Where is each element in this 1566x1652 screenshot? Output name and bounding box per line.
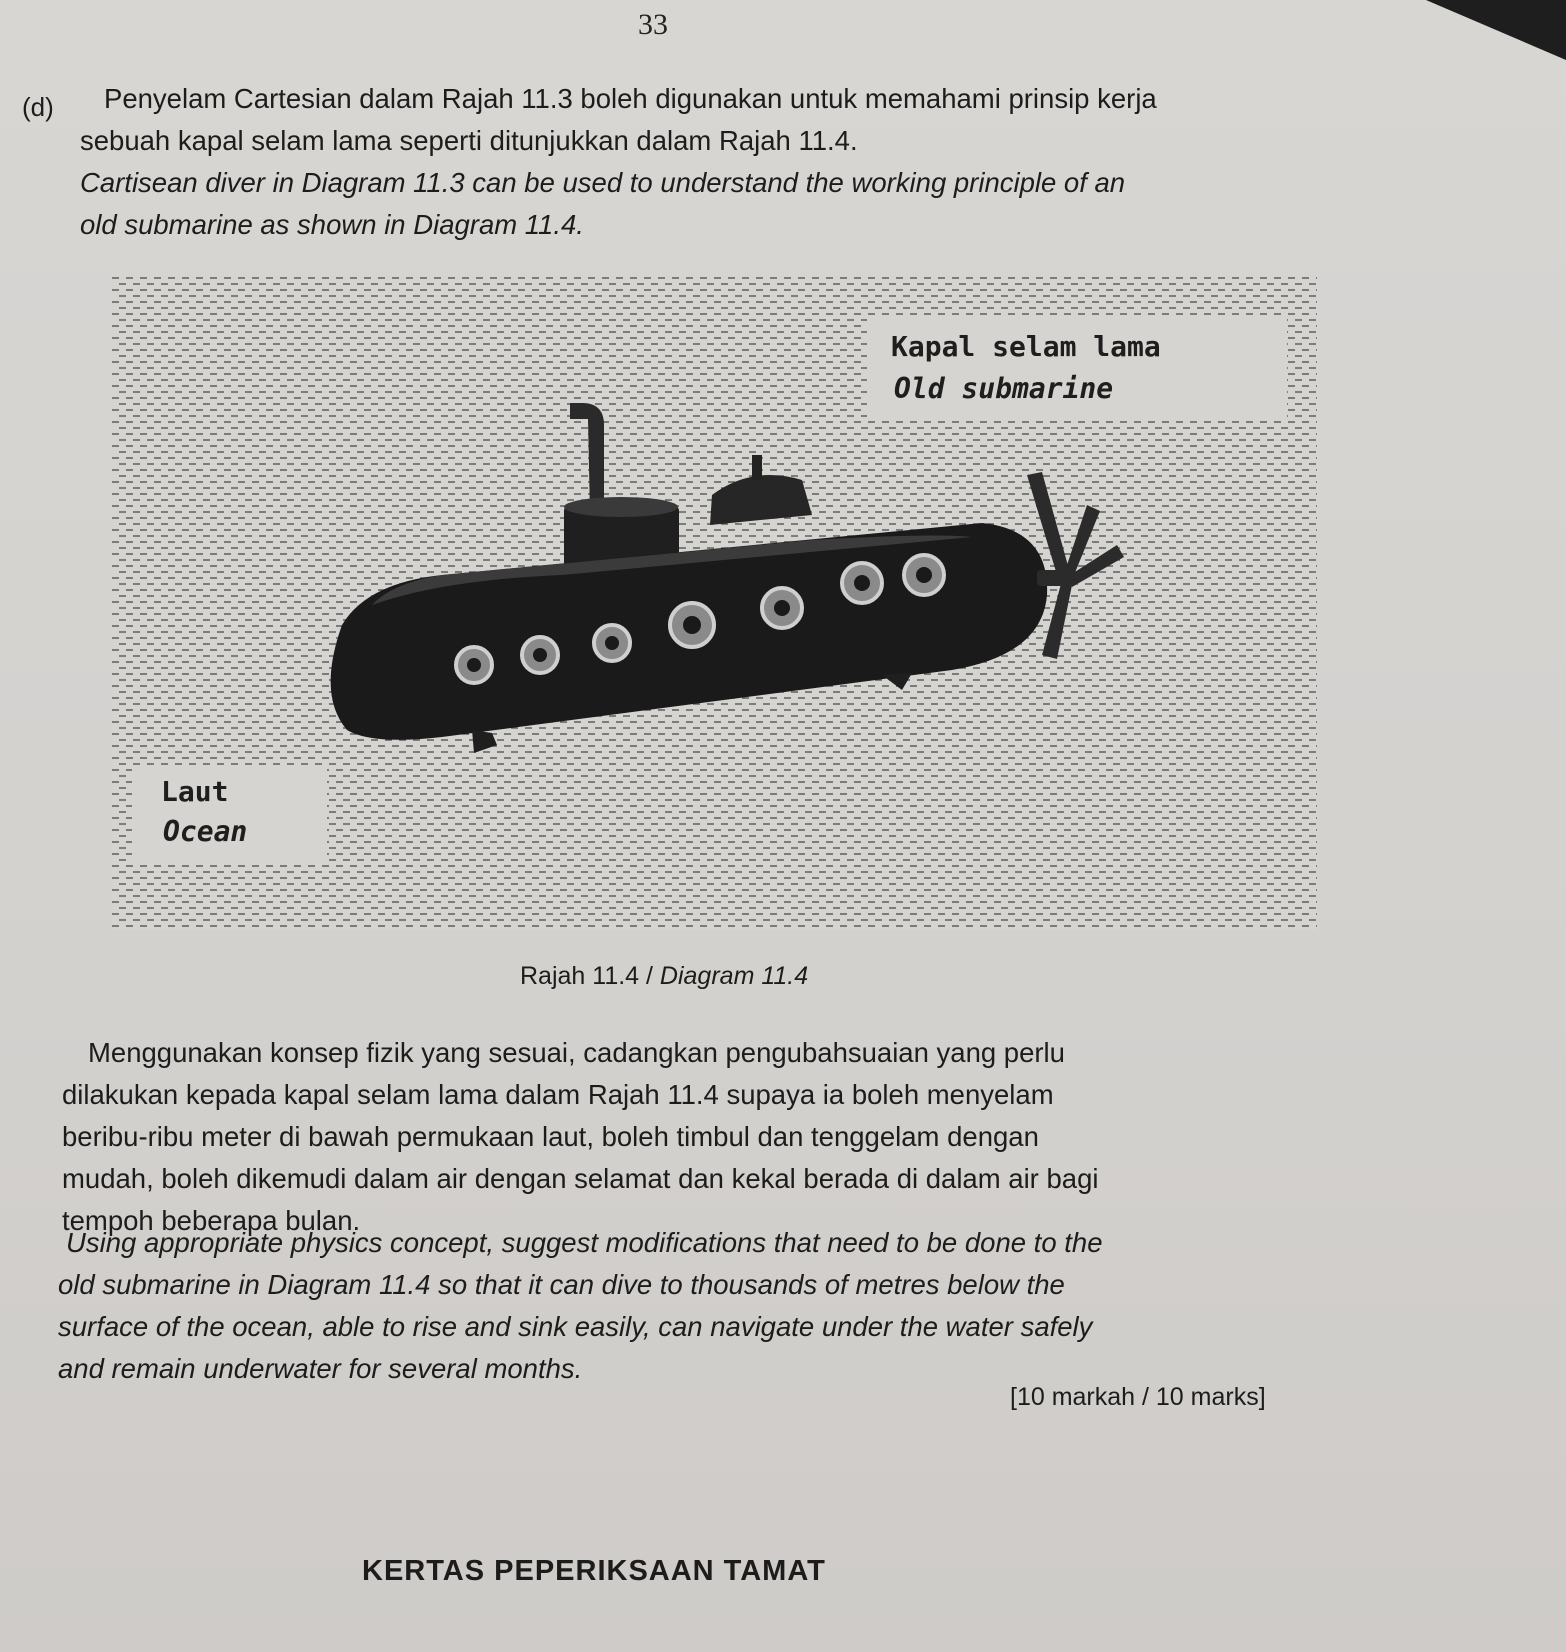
question-english-line: old submarine in Diagram 11.4 so that it can dive to thousands of metres below the [58,1269,1065,1300]
label-submarine-english: Old submarine [890,372,1117,405]
intro-english [80,162,1125,246]
intro-malay-line: Penyelam Cartesian dalam Rajah 11.3 boleh digunakan untuk memahami prinsip kerja [104,83,1157,114]
question-malay-line: Menggunakan konsep fizik yang sesuai, cadangkan pengubahsuaian yang perlu [88,1037,1065,1068]
end-of-paper-text: KERTAS PEPERIKSAAN TAMAT [362,1555,826,1587]
submarine-illustration [112,275,1317,930]
question-english-line: Using appropriate physics concept, suggest modifications that need to be done to the [66,1227,1103,1258]
intro-english-line: old submarine as shown in Diagram 11.4. [80,209,584,240]
label-submarine-malay: Kapal selam lama [887,330,1165,363]
marks-allocation: [10 markah / 10 marks] [1010,1383,1266,1411]
question-malay [62,1032,1098,1242]
question-english-line: and remain underwater for several months. [58,1353,583,1384]
label-ocean-malay: Laut [157,775,232,808]
intro-english-line: Cartisean diver in Diagram 11.3 can be used to understand the working principle of an [80,167,1126,198]
question-malay-line: mudah, boleh dikemudi dalam air dengan selamat dan kekal berada di dalam air bagi [62,1163,1099,1194]
question-english [58,1222,1103,1390]
question-malay-line: tempoh beberapa bulan. [62,1205,361,1236]
caption-malay: Rajah 11.4 / [520,962,653,990]
page-number: 33 [638,8,668,41]
intro-malay-line: sebuah kapal selam lama seperti ditunjukkan dalam Rajah 11.4. [80,125,858,156]
caption-english: Diagram 11.4 [659,962,809,990]
question-malay-line: beribu-ribu meter di bawah permukaan laut, boleh timbul dan tenggelam dengan [62,1121,1039,1152]
diagram-11-4 [112,275,1317,930]
page-shadow-corner [1426,0,1566,60]
figure-caption [520,962,808,991]
question-english-line: surface of the ocean, able to rise and sink easily, can navigate under the water safely [58,1311,1093,1342]
question-malay-line: dilakukan kepada kapal selam lama dalam Rajah 11.4 supaya ia boleh menyelam [62,1079,1054,1110]
question-label: (d) [22,92,54,122]
label-ocean-english: Ocean [159,815,251,848]
intro-malay [80,78,1157,162]
